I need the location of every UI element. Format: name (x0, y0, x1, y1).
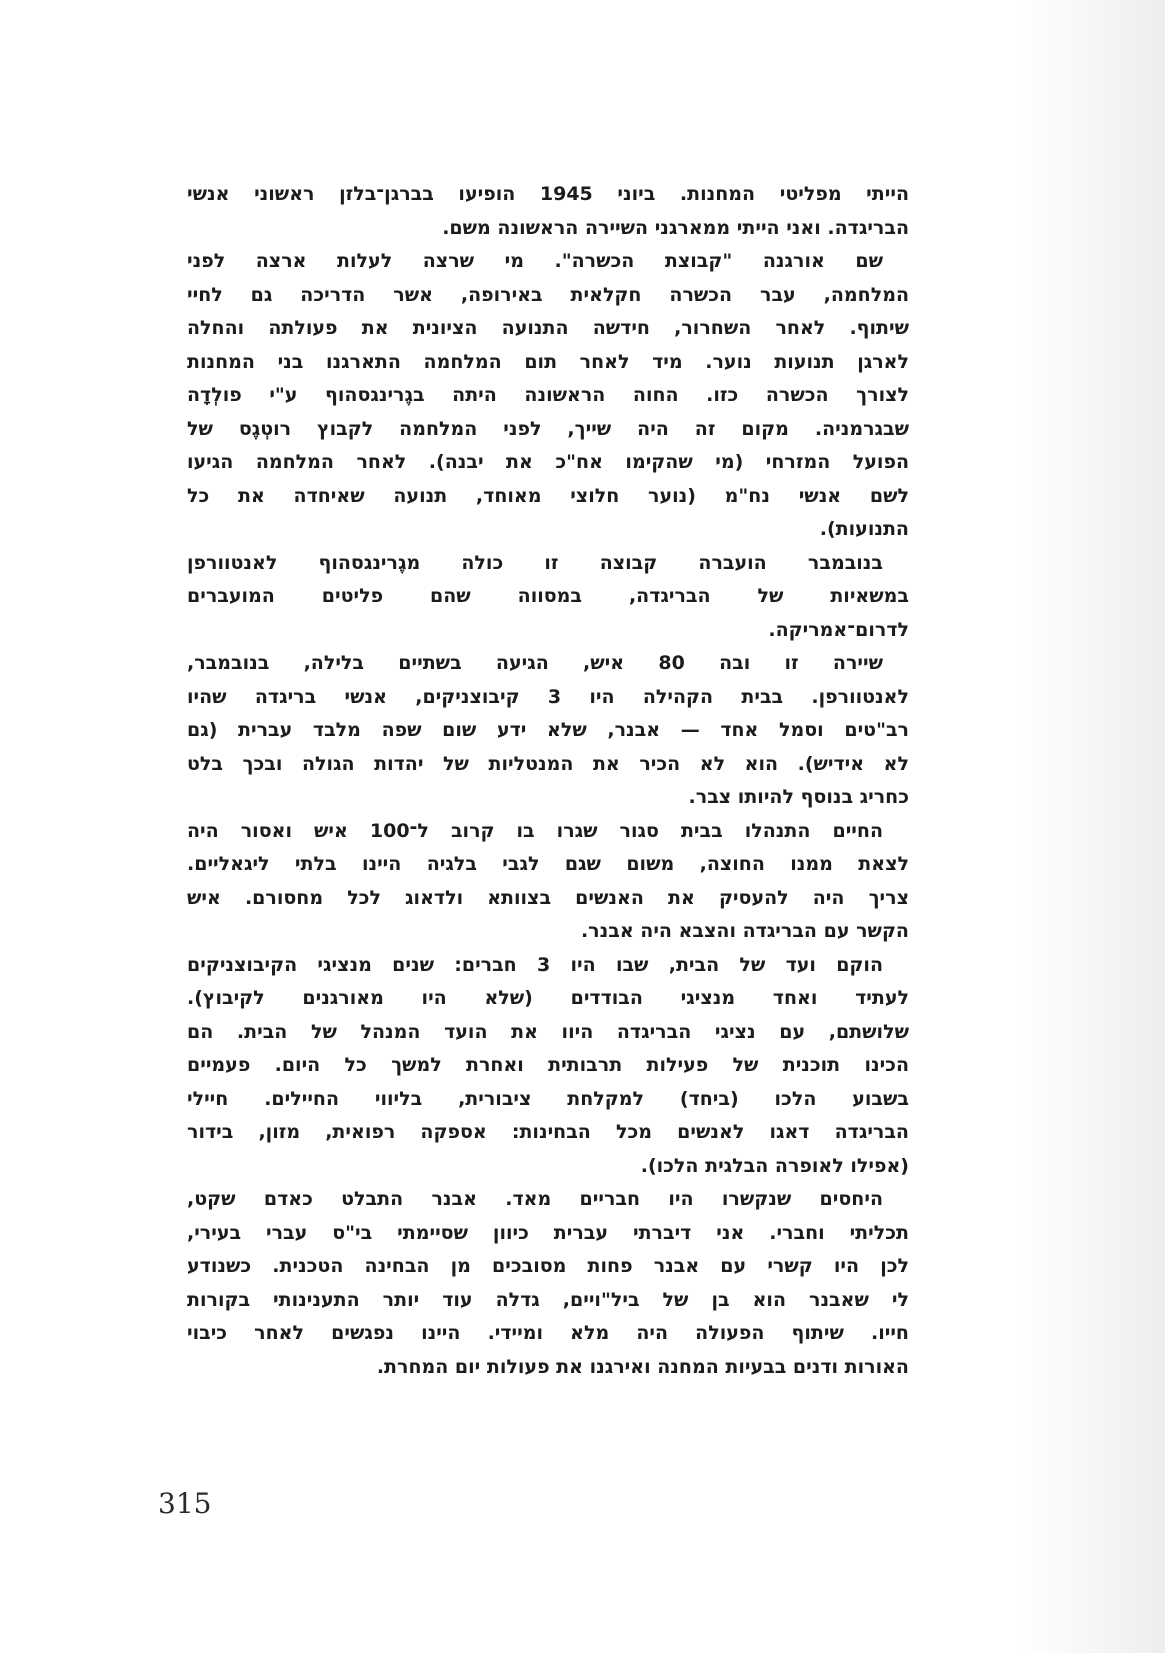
text-line: לשם אנשי נח"מ (נוער חלוצי מאוחד, תנועה שאיחדה את כל (187, 484, 909, 507)
text-line: החיים התנהלו בבית סגור שגרו בו קרוב ל־100 איש ואסור היה (187, 819, 884, 842)
text-line: הבריגדה. ואני הייתי ממארגני השיירה הראשונה משם. (442, 216, 909, 239)
text-line: לצאת ממנו החוצה, משום שגם לגבי בלגיה היינו בלתי ליגאליים. (187, 853, 909, 875)
text-line: שם אורגנה "קבוצת הכשרה". מי שרצה לעלות ארצה לפני (187, 250, 883, 272)
page-number: 315 (158, 1487, 212, 1520)
text-line: לדרום־אמריקה. (768, 618, 909, 641)
text-line: הכינו תוכנית של פעילות תרבותית ואחרת למשך כל היום. פעמיים (187, 1054, 909, 1076)
text-line: לי שאבנר הוא בן של ביל"ויים, גדלה עוד יותר התענינותי בקורות (187, 1288, 909, 1311)
text-line: במשאיות של הבריגדה, במסווה שהם פליטים המועברים (187, 585, 909, 607)
paragraph-4 (187, 647, 909, 815)
text-line: המלחמה, עבר הכשרה חקלאית באירופה, אשר הדריכה גם לחיי (187, 283, 909, 306)
text-line: לאנטוורפן. בבית הקהילה היו 3 קיבוצניקים, אנשי בריגדה שהיו (187, 685, 909, 708)
page-edge-shadow (1015, 0, 1165, 1653)
text-line: בנובמבר הועברה קבוצה זו כולה מגֶרינגסהוף לאנטוורפן (187, 551, 883, 574)
paragraph-2 (187, 245, 909, 547)
text-line: לא אידיש). הוא לא הכיר את המנטליות של יהדות הגולה ובכך בלט (187, 752, 909, 775)
paragraph-7 (187, 1183, 909, 1384)
text-line: חייו. שיתוף הפעולה היה מלא ומיידי. היינו נפגשים לאחר כיבוי (187, 1322, 909, 1344)
text-line: (אפילו לאופרה הבלגית הלכו). (640, 1154, 909, 1177)
text-line: לצורך הכשרה כזו. החוה הראשונה היתה בגֶרינגסהוף ע"י פולְדָה (187, 384, 909, 406)
text-line: בשבוע הלכו (ביחד) למקלחת ציבורית, בליווי החיילים. חיילי (187, 1087, 909, 1110)
text-line: שיירה זו ובה 80 איש, הגיעה בשתיים בלילה, בנובמבר, (187, 652, 883, 674)
text-line: כחריג בנוסף להיותו צבר. (688, 786, 909, 808)
text-line: הקשר עם הבריגדה והצבא היה אבנר. (580, 920, 909, 942)
text-line: צריך היה להעסיק את האנשים בצוותא ולדאוג לכל מחסורם. איש (187, 886, 909, 909)
text-line: התנועות). (819, 518, 909, 540)
text-line: רב"טים וסמל אחד — אבנר, שלא ידע שום שפה מלבד עברית (גם (187, 719, 909, 741)
text-line: הפועל המזרחי (מי שהקימו אח"כ את יבנה). לאחר המלחמה הגיעו (187, 451, 909, 473)
text-line: לכן היו קשרי עם אבנר פחות מסובכים מן הבחינה הטכנית. כשנודע (187, 1255, 909, 1277)
text-line: האורות ודנים בבעיות המחנה ואירגנו את פעולות יום המחרת. (376, 1355, 909, 1378)
text-line: הבריגדה דאגו לאנשים מכל הבחינות: אספקה רפואית, מזון, בידור (187, 1121, 909, 1143)
text-line: שיתוף. לאחר השחרור, חידשה התנועה הציונית את פעולתה והחלה (187, 317, 909, 339)
text-line: הייתי מפליטי המחנות. ביוני 1945 הופיעו בברגן־בלזן ראשוני אנשי (187, 183, 909, 205)
text-line: לעתיד ואחד מנציגי הבודדים (שלא היו מאורגנים לקיבוץ). (187, 987, 909, 1009)
text-line: שבגרמניה. מקום זה היה שייך, לפני המלחמה לקבוץ רוטְגֶס של (187, 417, 909, 440)
text-line: הוקם ועד של הבית, שבו היו 3 חברים: שנים מנציגי הקיבוצניקים (187, 953, 883, 976)
text-line: תכליתי וחברי. אני דיברתי עברית כיוון שסיימתי בי"ס עברי בעירי, (187, 1221, 909, 1244)
paragraph-6 (187, 949, 909, 1184)
body-text (187, 178, 909, 1384)
paragraph-1 (187, 178, 909, 245)
text-line: היחסים שנקשרו היו חבריים מאד. אבנר התבלט כאדם שקט, (187, 1188, 883, 1210)
text-line: לארגן תנועות נוער. מיד לאחר תום המלחמה התארגנו בני המחנות (187, 350, 909, 373)
paragraph-5 (187, 815, 909, 949)
text-line: שלושתם, עם נציגי הבריגדה היוו את הועד המנהל של הבית. הם (187, 1020, 909, 1043)
paragraph-3 (187, 547, 909, 648)
